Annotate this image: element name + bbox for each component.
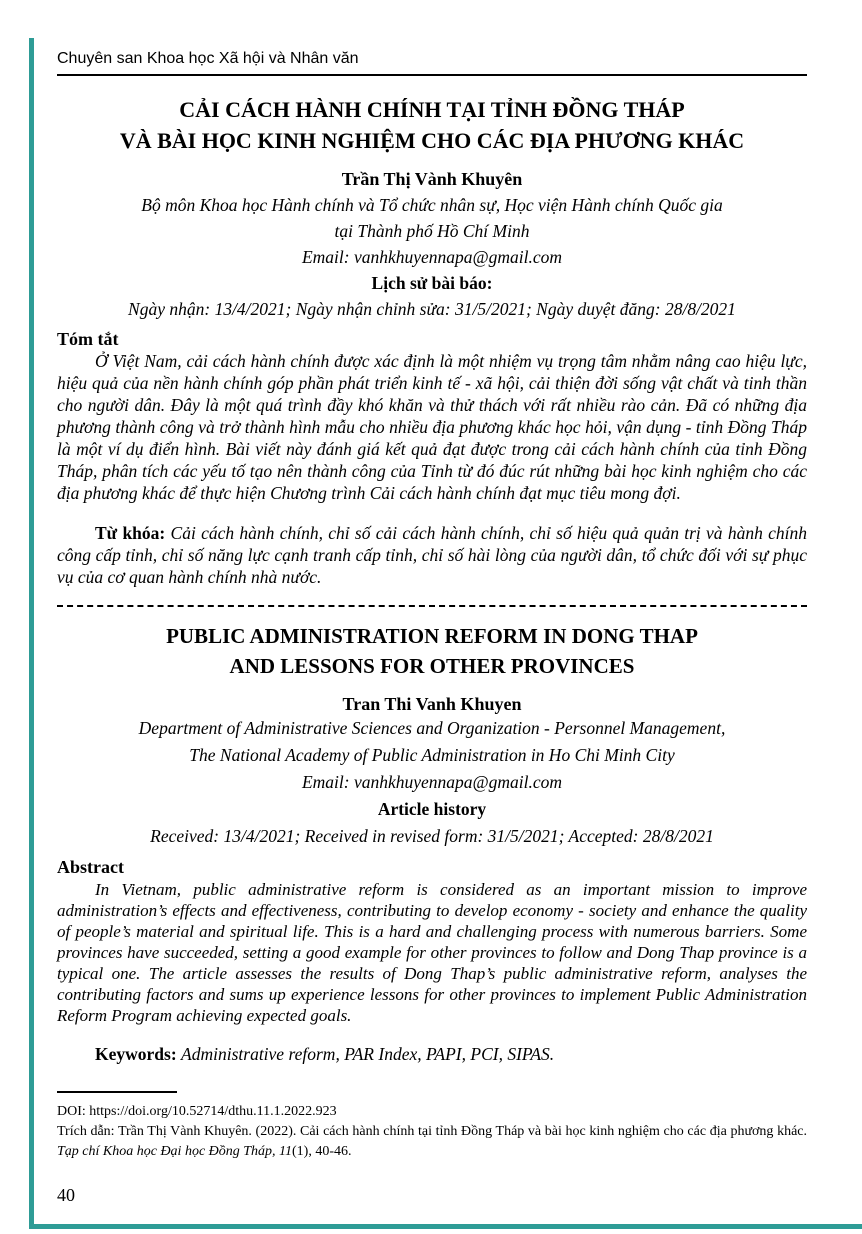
english-affiliation-line2: The National Academy of Public Administration in Ho Chi Minh City <box>189 745 675 765</box>
english-keywords-text: Administrative reform, PAR Index, PAPI, PCI, SIPAS. <box>181 1044 555 1064</box>
vietnamese-email: Email: vanhkhuyennapa@gmail.com <box>301 247 563 267</box>
vietnamese-history-dates: Ngày nhận: 13/4/2021; Ngày nhận chỉnh sửa: 31/5/2021; Ngày duyệt đăng: 28/8/2021 <box>128 299 736 319</box>
footnote <box>57 1091 807 1162</box>
citation-suffix: (1), 40-46. <box>292 1144 352 1159</box>
english-meta-block <box>57 715 807 850</box>
vietnamese-title-line2: VÀ BÀI HỌC KINH NGHIỆM CHO CÁC ĐỊA PHƯƠNG KHÁC <box>119 128 745 153</box>
page-border-left <box>29 38 34 1229</box>
journal-header-text: Chuyên san Khoa học Xã hội và Nhân văn <box>57 50 359 67</box>
journal-header <box>57 49 807 76</box>
vietnamese-meta-block <box>57 192 807 322</box>
english-keywords <box>57 1043 807 1065</box>
page-border-bottom <box>29 1224 862 1229</box>
vietnamese-affiliation-line2: tại Thành phố Hồ Chí Minh <box>334 221 530 241</box>
english-title-line1: PUBLIC ADMINISTRATION REFORM IN DONG THAP <box>166 624 698 648</box>
page-content <box>57 0 807 1206</box>
footnote-divider <box>57 1091 177 1093</box>
vietnamese-abstract-text: Ở Việt Nam, cải cách hành chính được xác định là một nhiệm vụ trọng tâm nhằm nâng cao hiệu lực, hiệu quả của nền hành chính góp phần phát triển kinh tế - xã hội, cải thiện đời sống vật chất và tinh thần cho người dân. Đây là một quá trình đầy khó khăn và thử thách với rất nhiều rào cản. Đã có những địa phương thành công và trở thành hình mẫu cho nhiều địa phương khác học hỏi, vận dụng - tỉnh Đồng Tháp là một ví dụ điển hình. Bài viết này đánh giá kết quả đạt được trong cải cách hành chính của tỉnh Đồng Tháp, phân tích các yếu tố tạo nên thành công của Tỉnh từ đó đúc rút những bài học kinh nghiệm cho các địa phương khác để thực hiện Chương trình Cải cách hành chính đạt mục tiêu mong đợi. <box>57 351 807 503</box>
vietnamese-history-label: Lịch sử bài báo: <box>371 273 493 293</box>
vietnamese-affiliation-line1: Bộ môn Khoa học Hành chính và Tổ chức nhân sự, Học viện Hành chính Quốc gia <box>141 195 723 215</box>
vietnamese-author: Trần Thị Vành Khuyên <box>341 169 523 189</box>
english-title <box>57 621 807 681</box>
vietnamese-title-line1: CẢI CÁCH HÀNH CHÍNH TẠI TỈNH ĐỒNG THÁP <box>179 97 685 122</box>
page-number: 40 <box>57 1185 75 1205</box>
english-email: Email: vanhkhuyennapa@gmail.com <box>301 772 563 792</box>
vietnamese-title <box>57 94 807 156</box>
english-author: Tran Thi Vanh Khuyen <box>342 694 522 714</box>
citation-text <box>57 1122 807 1162</box>
english-keywords-label: Keywords: <box>95 1044 177 1064</box>
english-title-line2: AND LESSONS FOR OTHER PROVINCES <box>229 654 635 678</box>
vietnamese-abstract-label: Tóm tắt <box>57 329 119 349</box>
english-history-label: Article history <box>377 799 487 819</box>
vietnamese-keywords-label: Từ khóa: <box>95 522 166 543</box>
english-abstract-text: In Vietnam, public administrative reform is considered as an important mission to improve administration’s effects and effectiveness, contributing to develop economy - society and enhance the quality of people’s material and spiritual life. This is a hard and challenging process with numerous barriers. Some provinces have succeeded, setting a good example for other provinces to follow and Dong Thap province is a typical one. The article assesses the results of Dong Thap’s public administrative reform, analyses the contributing factors and sums up experience lessons for other provinces to implement Public Administration Reform Program achieving expected goals. <box>57 880 807 1025</box>
english-history-dates: Received: 13/4/2021; Received in revised form: 31/5/2021; Accepted: 28/8/2021 <box>150 826 714 846</box>
citation-prefix: Trích dẫn: Trần Thị Vành Khuyên. (2022). Cải cách hành chính tại tỉnh Đồng Tháp và bài học kinh nghiệm cho các địa phương khác. <box>57 1124 807 1139</box>
english-affiliation-line1: Department of Administrative Sciences and Organization - Personnel Management, <box>138 718 726 738</box>
vietnamese-keywords-text: Cải cách hành chính, chỉ số cải cách hành chính, chỉ số hiệu quả quản trị và hành chính công cấp tỉnh, chỉ số năng lực cạnh tranh cấp tỉnh, chỉ số hài lòng của người dân, tổ chức đối với sự phục vụ của cơ quan hành chính nhà nước. <box>57 522 807 587</box>
vietnamese-keywords <box>57 522 807 588</box>
doi-text: DOI: https://doi.org/10.52714/dthu.11.1.2022.923 <box>57 1104 337 1119</box>
english-abstract-label: Abstract <box>57 857 124 877</box>
section-divider-dashed <box>57 605 807 607</box>
citation-journal: Tạp chí Khoa học Đại học Đồng Tháp, 11 <box>57 1144 293 1159</box>
